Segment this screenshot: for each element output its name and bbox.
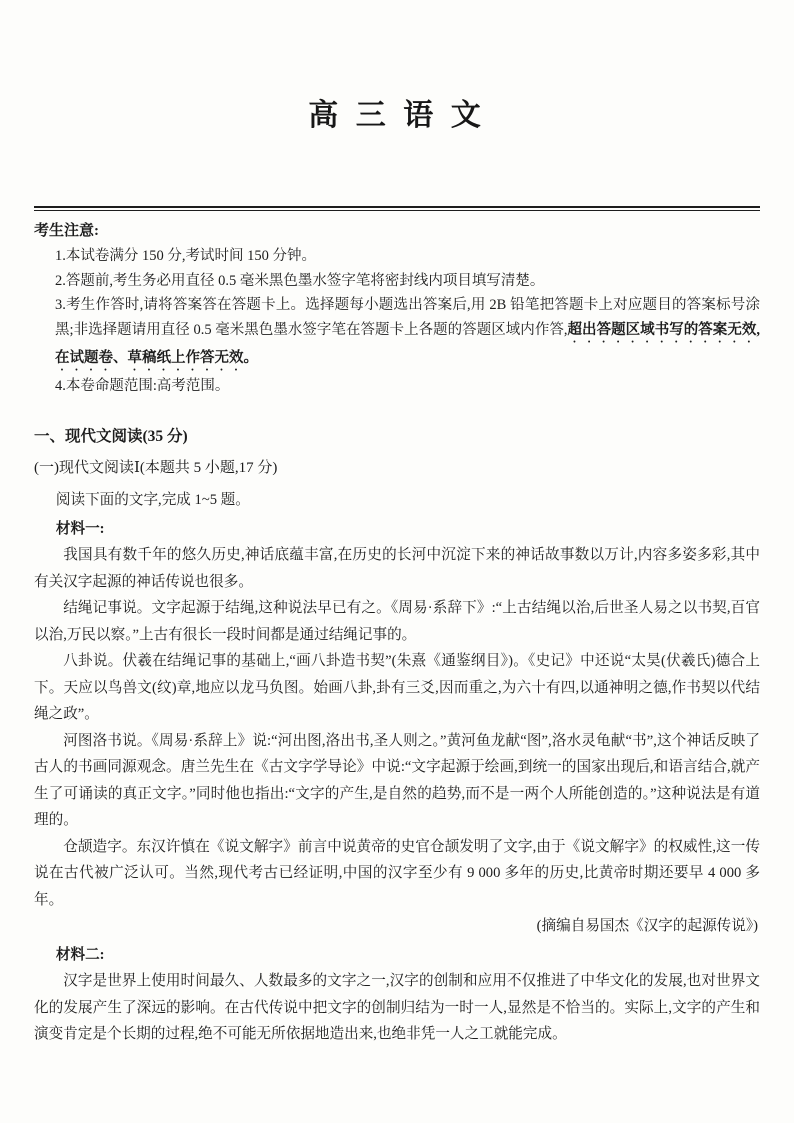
reading-instruction: 阅读下面的文字,完成 1~5 题。 <box>55 492 250 508</box>
notice-item <box>34 374 760 399</box>
section-heading-modern-reading: 一、现代文阅读(35 分) <box>34 428 188 445</box>
subsection-heading-reading-1: (一)现代文阅读Ⅰ(本题共 5 小题,17 分) <box>34 460 278 476</box>
material1-paragraph-1: 我国具有数千年的悠久历史,神话底蕴丰富,在历史的长河中沉淀下来的神话故事数以万计,内容多姿多彩,其中有关汉字起源的神话传说也很多。 <box>34 547 760 590</box>
notice-item-4-text: 4.本卷命题范围:高考范围。 <box>55 377 230 394</box>
notice-section <box>34 220 760 398</box>
notice-item-2-text: 2.答题前,考生务必用直径 0.5 毫米黑色墨水签字笔将密封线内项目填写清楚。 <box>55 272 545 289</box>
notice-item <box>34 244 760 269</box>
notice-item-3-text: 3.考生作答时,请将答案答在答题卡上。选择题每小题选出答案后,用 2B 铅笔把答题卡上对应题目的答案标号涂黑;非选择题请用直径 0.5 毫米黑色墨水签字笔在答题卡上各题的答题区域内作答, <box>55 297 760 338</box>
material1-paragraph-5: 仓颉造字。东汉许慎在《说文解字》前言中说黄帝的史官仓颉发明了文字,由于《说文解字》的权威性,这一传说在古代被广泛认可。当然,现代考古已经证明,中国的汉字至少有 9 000 多年的历史,比黄帝时期还要早 4 000 多年。 <box>34 838 760 908</box>
notice-item-3-emphasis: 超出答题区域书写的答案无效,在试题卷、草稿纸上作答无效。 <box>55 321 761 366</box>
notice-item-1-text: 1.本试卷满分 150 分,考试时间 150 分钟。 <box>55 248 316 264</box>
notice-heading: 考生注意: <box>34 223 99 239</box>
material1-paragraph-2: 结绳记事说。文字起源于结绳,这种说法早已有之。《周易·系辞下》:“上古结绳以治,后世圣人易之以书契,百官以治,万民以察。”上古有很长一段时间都是通过结绳记事的。 <box>34 600 760 643</box>
material2-label: 材料二: <box>55 946 105 963</box>
divider-double-rule <box>34 206 760 211</box>
material1-label: 材料一: <box>55 520 105 537</box>
material1-paragraph-3: 八卦说。伏羲在结绳记事的基础上,“画八卦造书契”(朱熹《通鉴纲目》)。《史记》中还说“太昊(伏羲氏)德合上下。天应以鸟兽文(纹)章,地应以龙马负图。始画八卦,卦有三爻,因而重之,为六十有四,以通神明之德,作书契以代结绳之政”。 <box>34 653 760 722</box>
material2-paragraph-1: 汉字是世界上使用时间最久、人数最多的文字之一,汉字的创制和应用不仅推进了中华文化的发展,也对世界文化的发展产生了深远的影响。在古代传说中把文字的创制归结为一时一人,显然是不恰当的。实际上,文字的产生和演变肯定是个长期的过程,绝不可能无所依据地造出来,也绝非凭一人之工就能完成。 <box>34 973 760 1042</box>
notice-item <box>34 293 760 374</box>
material1-paragraph-4: 河图洛书说。《周易·系辞上》说:“河出图,洛出书,圣人则之。”黄河鱼龙献“图”,洛水灵龟献“书”,这个神话反映了古人的书画同源观念。唐兰先生在《古文字学导论》中说:“文字起源于绘画,到统一的国家出现后,和语言结合,就产生了可诵读的真正文字。”同时他也指出:“文字的产生,是自然的趋势,而不是一两个人所能创造的。”这种说法是有道理的。 <box>34 732 760 828</box>
notice-item <box>34 269 760 294</box>
material1-attribution: (摘编自易国杰《汉字的起源传说》) <box>536 918 758 934</box>
page-title: 高 三 语 文 <box>308 99 486 132</box>
